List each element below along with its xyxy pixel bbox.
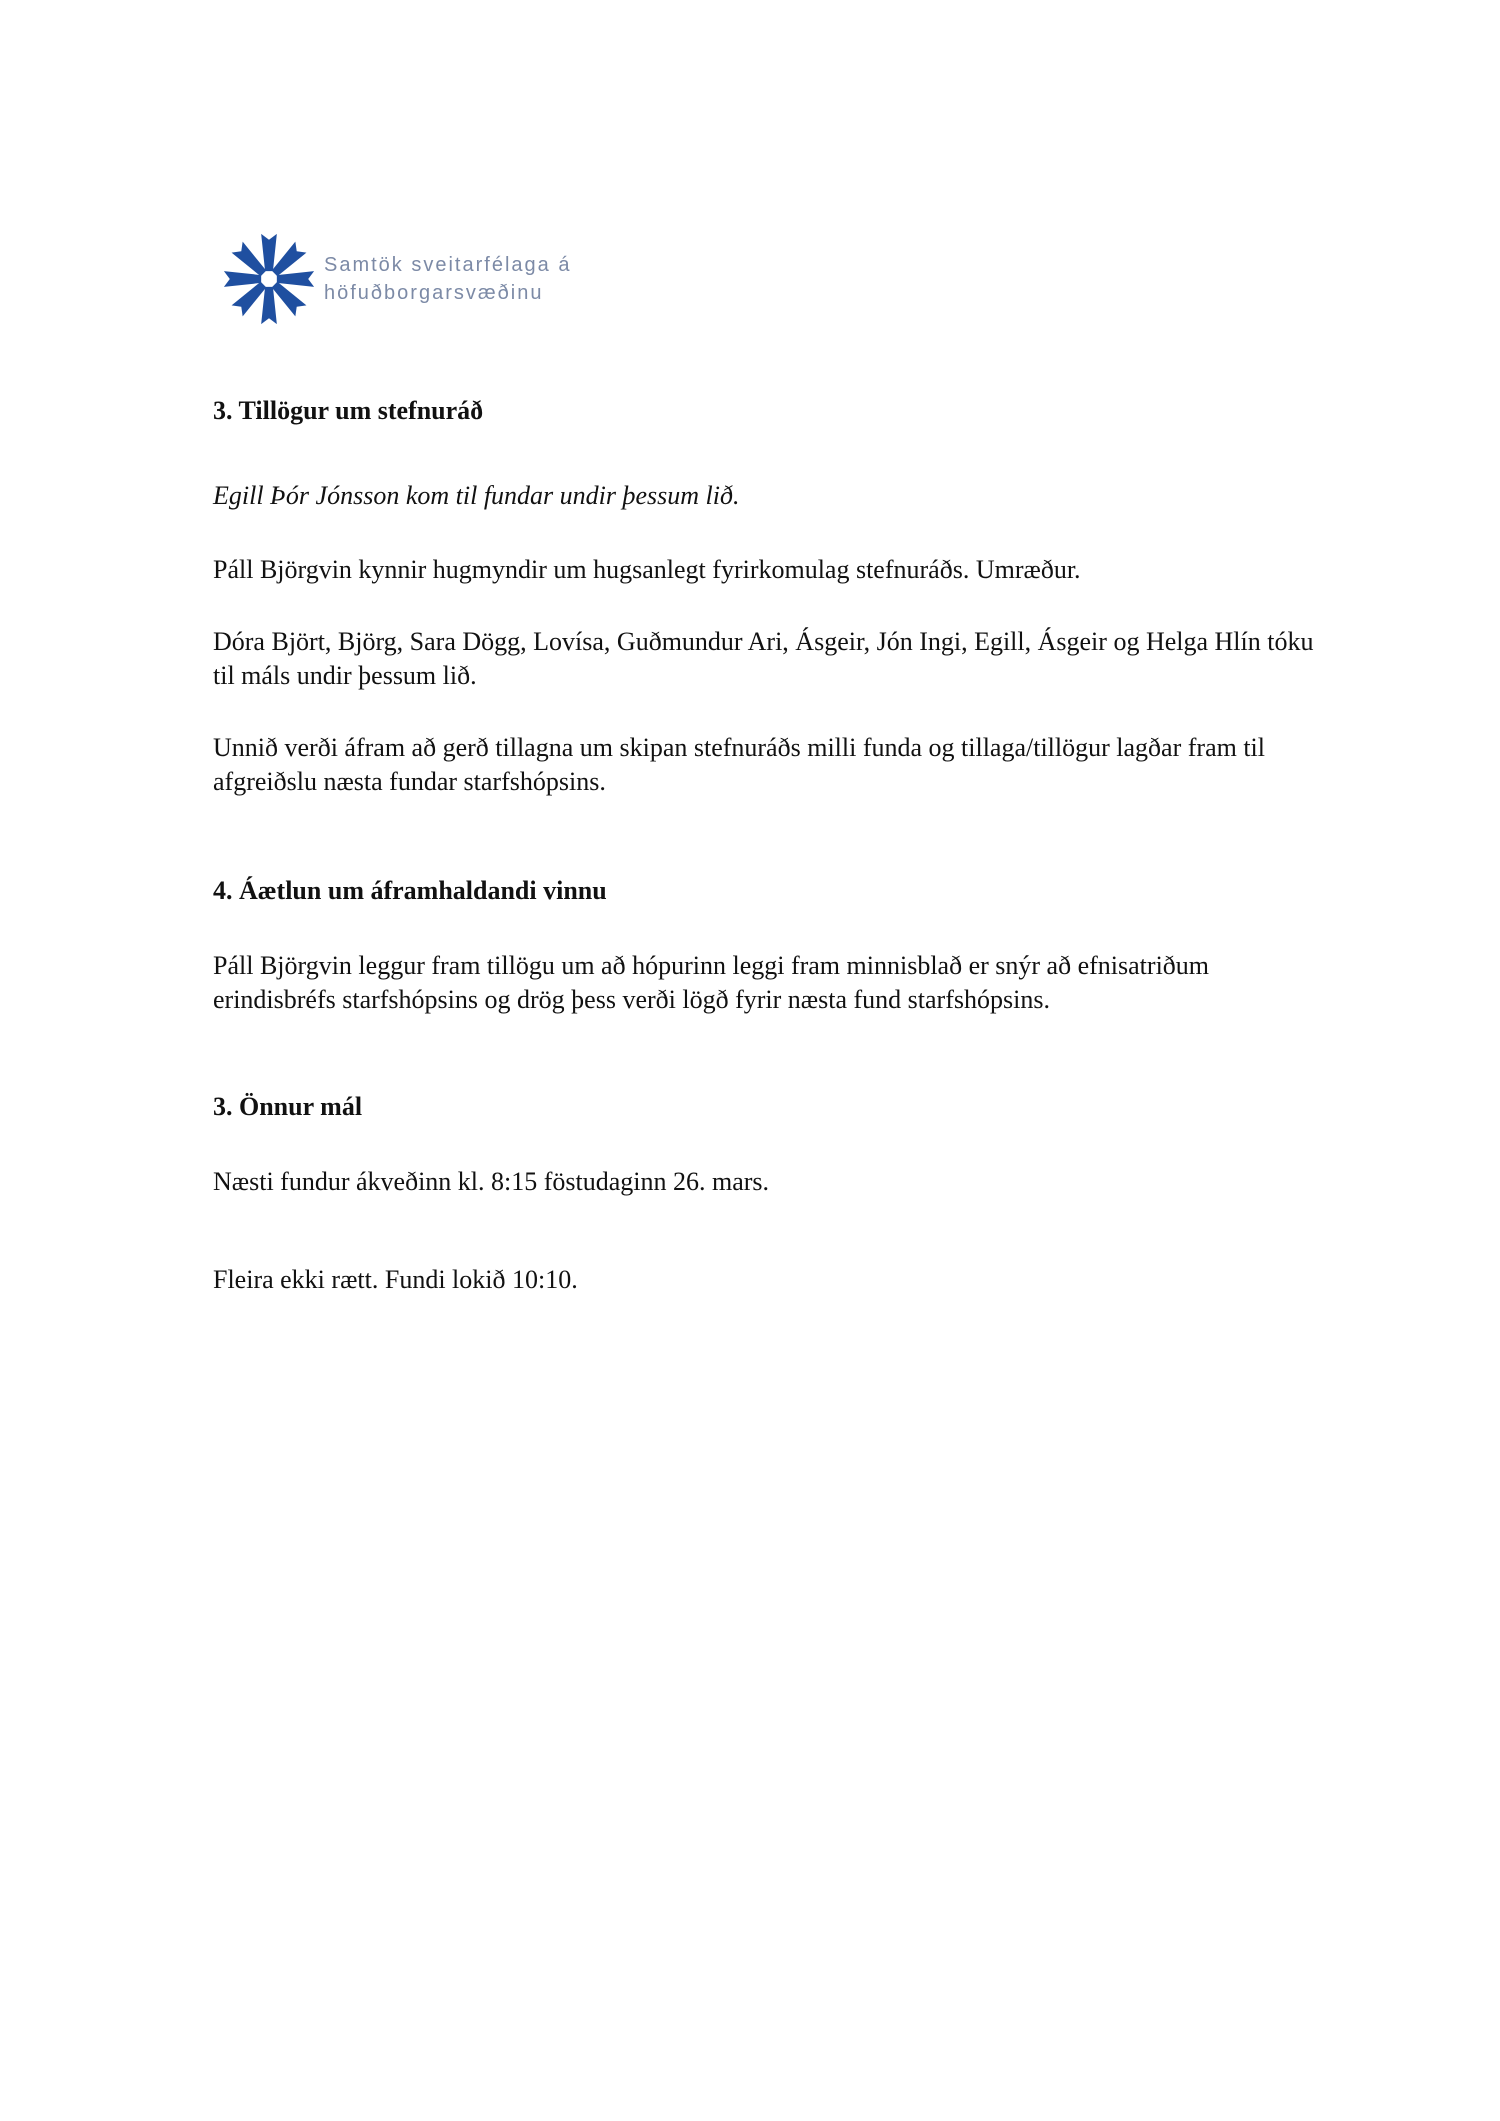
letterhead-logo <box>220 230 571 328</box>
section-other-matters-heading: 3. Önnur mál <box>213 1092 363 1121</box>
organization-name-line1: Samtök sveitarfélaga á <box>324 254 572 276</box>
section-3-paragraph-1: Páll Björgvin kynnir hugmyndir um hugsanlegt fyrirkomulag stefnuráðs. Umræður. <box>213 555 1081 584</box>
snowflake-star-logo-icon <box>220 230 318 328</box>
organization-name <box>324 251 571 307</box>
section-3-heading: 3. Tillögur um stefnuráð <box>213 396 484 425</box>
attendance-note: Egill Þór Jónsson kom til fundar undir þessum lið. <box>213 481 740 510</box>
organization-name-line2: höfuðborgarsvæðinu <box>324 282 544 304</box>
section-3-paragraph-3: Unnið verði áfram að gerð tillagna um skipan stefnuráðs milli funda og tillaga/tillögur lagðar fram til afgreiðslu næsta fundar starfshópsins. <box>213 733 1265 796</box>
section-4-paragraph-1: Páll Björgvin leggur fram tillögu um að hópurinn leggi fram minnisblað er snýr að efnisatriðum erindisbréfs starfshópsins og drög þess verði lögð fyrir næsta fund starfshópsins. <box>213 951 1210 1014</box>
section-3-paragraph-2: Dóra Björt, Björg, Sara Dögg, Lovísa, Guðmundur Ari, Ásgeir, Jón Ingi, Egill, Ásgeir og Helga Hlín tóku til máls undir þessum lið. <box>213 627 1314 690</box>
next-meeting-paragraph: Næsti fundur ákveðinn kl. 8:15 föstudaginn 26. mars. <box>213 1167 770 1196</box>
section-4-heading: 4. Áætlun um áframhaldandi vinnu <box>213 876 607 905</box>
closing-line: Fleira ekki rætt. Fundi lokið 10:10. <box>213 1265 578 1294</box>
minutes-body <box>213 395 1323 1297</box>
